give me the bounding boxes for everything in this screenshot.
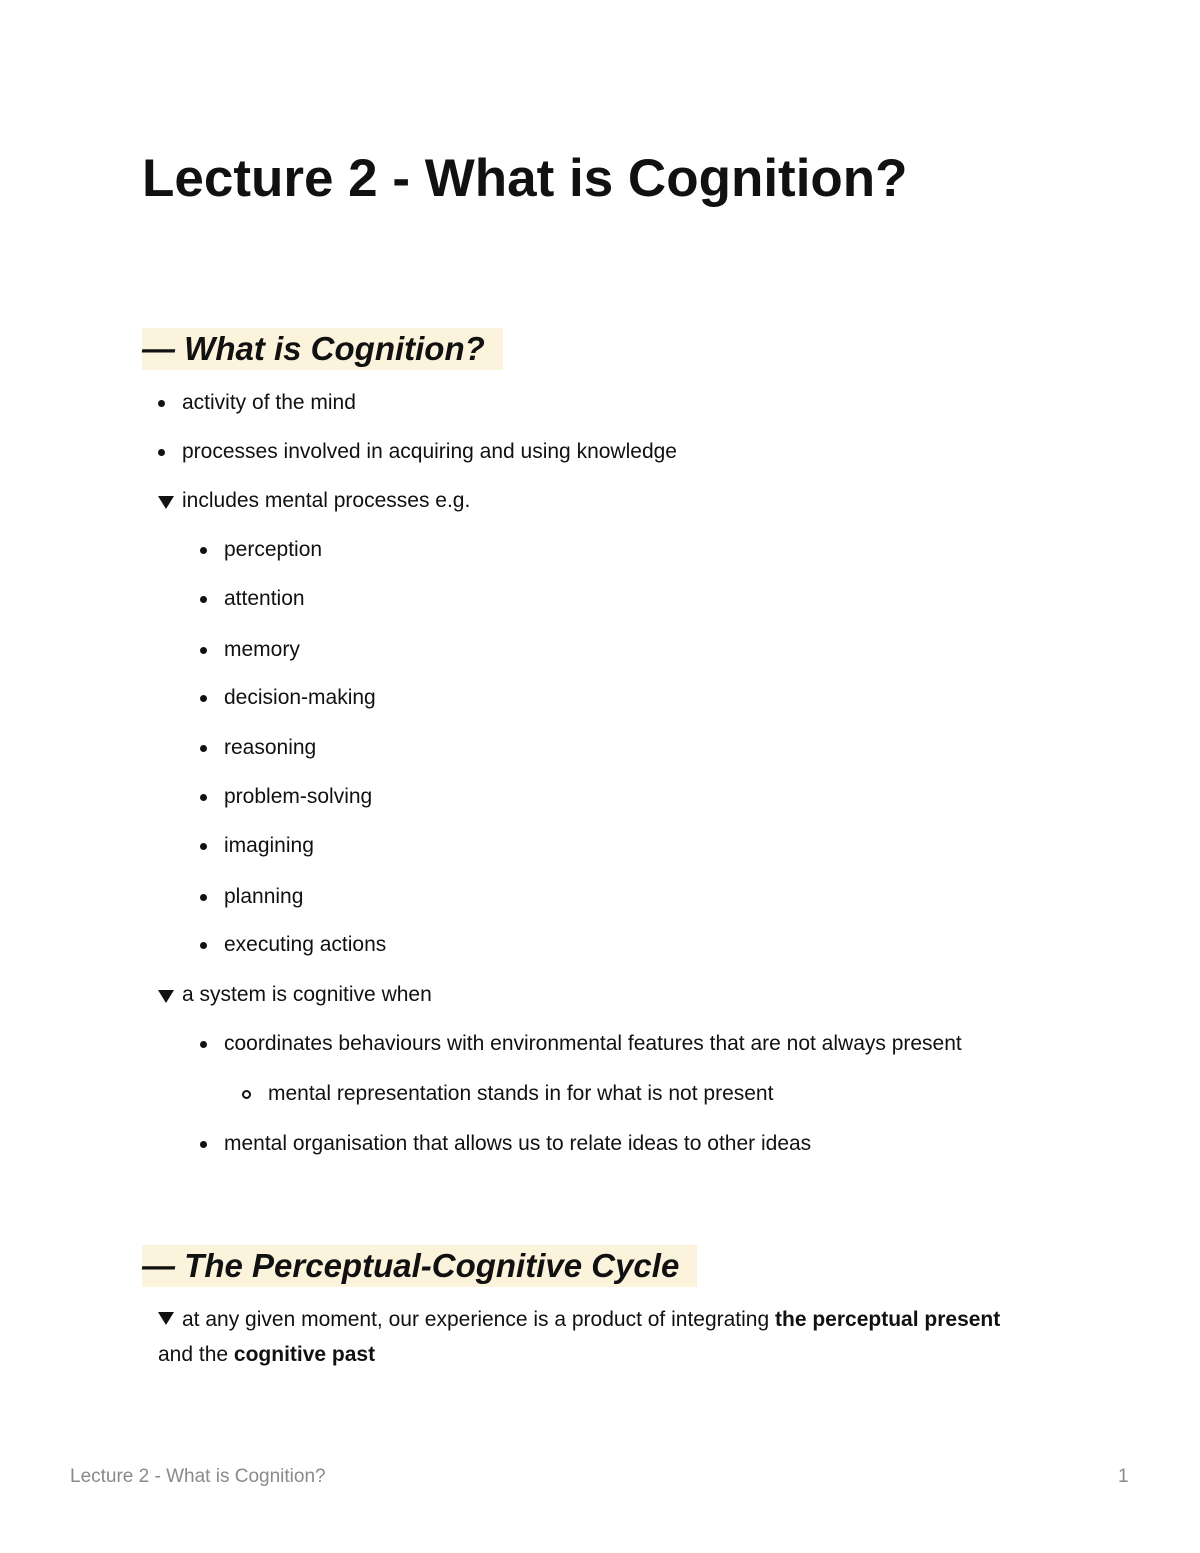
- footer-title: Lecture 2 - What is Cognition?: [70, 1466, 326, 1487]
- section-heading-perceptual-cognitive-cycle: [142, 1245, 697, 1287]
- toggle-label: includes mental processes e.g.: [182, 489, 471, 512]
- toggle-triangle-icon[interactable]: [158, 496, 174, 509]
- list-item: [200, 1031, 962, 1057]
- page-number: 1: [1118, 1466, 1129, 1487]
- list-item: [200, 637, 300, 663]
- list-item: [158, 390, 356, 416]
- toggle-mental-processes[interactable]: [158, 488, 470, 514]
- toggle-label: a system is cognitive when: [182, 983, 432, 1006]
- bold-term-cognitive-past: cognitive past: [233, 1343, 376, 1366]
- list-item-text: imagining: [224, 834, 314, 857]
- list-item-text: planning: [224, 885, 304, 908]
- bullet-icon: [200, 745, 207, 752]
- bullet-icon: [200, 596, 207, 603]
- list-item-text: executing actions: [224, 933, 387, 956]
- bullet-icon: [200, 1041, 207, 1048]
- list-item: [158, 439, 677, 465]
- paragraph-text: at any given moment, our experience is a product of integrating: [182, 1308, 776, 1331]
- list-item: [200, 537, 322, 563]
- bullet-icon: [200, 547, 207, 554]
- list-item: [200, 833, 314, 859]
- list-item-text: processes involved in acquiring and using knowledge: [182, 440, 677, 463]
- list-item: [200, 784, 372, 810]
- list-item-text: mental organisation that allows us to relate ideas to other ideas: [224, 1132, 812, 1155]
- list-item-text: memory: [224, 638, 300, 661]
- list-item-text: coordinates behaviours with environmental features that are not always present: [224, 1032, 962, 1055]
- toggle-triangle-icon[interactable]: [158, 1312, 174, 1325]
- section-heading-what-is-cognition: [142, 328, 503, 370]
- list-item: [200, 884, 303, 910]
- hollow-bullet-icon: [242, 1090, 251, 1099]
- bullet-icon: [200, 1141, 207, 1148]
- list-item-text: attention: [224, 587, 305, 610]
- toggle-perceptual-cognitive-paragraph[interactable]: [158, 1302, 1038, 1372]
- list-item-text: perception: [224, 538, 323, 561]
- list-item-text: reasoning: [224, 736, 317, 759]
- nested-list-item: [242, 1081, 773, 1107]
- toggle-cognitive-system[interactable]: [158, 982, 432, 1008]
- bullet-icon: [158, 400, 165, 407]
- bullet-icon: [200, 843, 207, 850]
- list-item: [200, 586, 305, 612]
- bullet-icon: [200, 894, 207, 901]
- bullet-icon: [200, 942, 207, 949]
- list-item-text: activity of the mind: [182, 391, 356, 414]
- list-item: [200, 932, 386, 958]
- list-item-text: problem-solving: [224, 785, 373, 808]
- section-heading-text: — What is Cognition?: [142, 330, 485, 367]
- bullet-icon: [200, 695, 207, 702]
- list-item: [200, 735, 316, 761]
- bullet-icon: [200, 647, 207, 654]
- section-heading-text: — The Perceptual-Cognitive Cycle: [142, 1247, 680, 1284]
- bullet-icon: [158, 449, 165, 456]
- bold-term-perceptual-present: the perceptual present: [775, 1308, 1001, 1331]
- list-item: [200, 685, 376, 711]
- paragraph-text: and the: [158, 1343, 234, 1366]
- toggle-triangle-icon[interactable]: [158, 990, 174, 1003]
- bullet-icon: [200, 794, 207, 801]
- list-item-text: mental representation stands in for what is not present: [268, 1082, 774, 1105]
- list-item-text: decision-making: [224, 686, 376, 709]
- page-title: Lecture 2 - What is Cognition?: [142, 149, 908, 208]
- list-item: [200, 1131, 811, 1157]
